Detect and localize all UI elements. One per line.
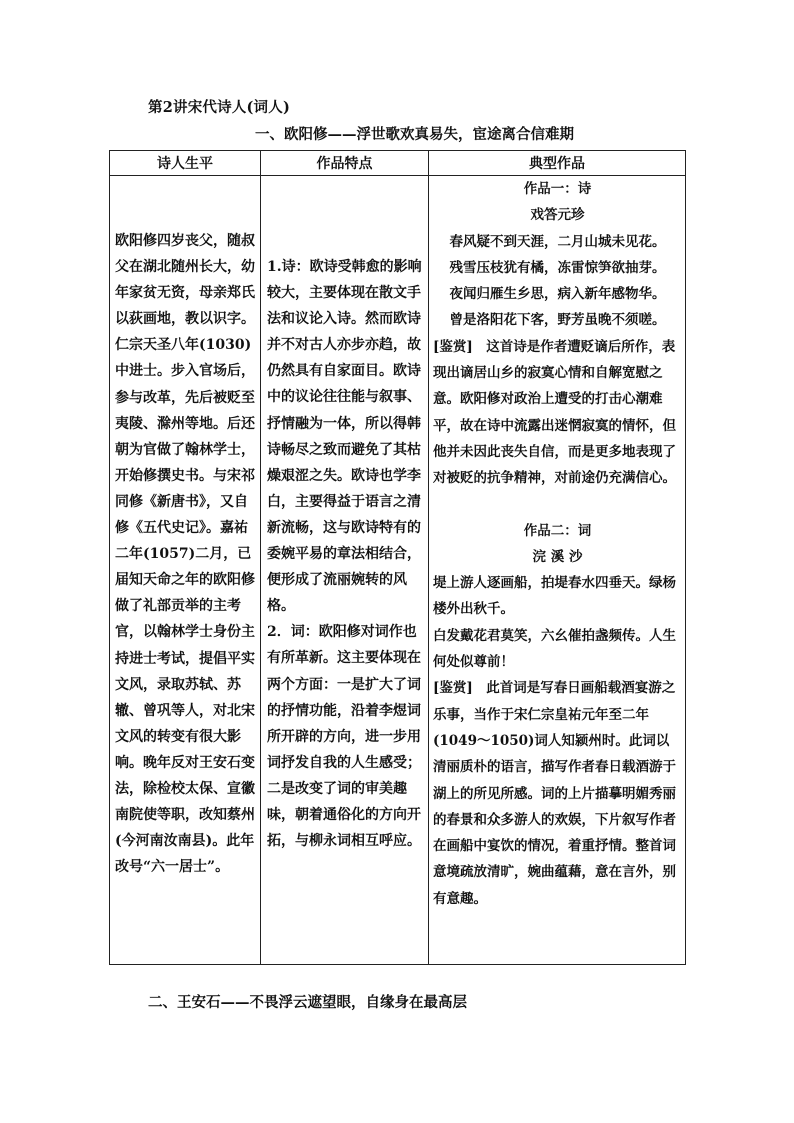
features-poem: 1.诗：欧诗受韩愈的影响较大，主要体现在散文手法和议论入诗。然而欧诗并不对古人亦步亦趋，故仍然具有自家面目。欧诗中的议论往往能与叙事、抒情融为一体，所以得韩诗畅尽之致而避免了其枯燥艰涩之失。欧诗也学李白，主要得益于语言之清新流畅，这与欧诗特有的委婉平易的章法相结合，便形成了流丽婉转的风格。 bbox=[267, 259, 422, 615]
header-life: 诗人生平 bbox=[110, 151, 261, 176]
work1-appreciation: [鉴赏] 这首诗是作者遭贬谪后所作，表现出谪居山乡的寂寞心情和自解宽慰之意。欧阳修对政治上遭受的打击心潮难平，故在诗中流露出迷惘寂寞的情怀，但他并未因此丧失自信，而是更多地表现了对被贬的抗争精神，对前途仍充满信心。 bbox=[433, 338, 676, 487]
section-title-wang-anshi: 二、王安石——不畏浮云遮望眼，自缘身在最高层 bbox=[148, 994, 467, 1011]
header-features: 作品特点 bbox=[261, 151, 429, 176]
poet-table bbox=[109, 150, 686, 965]
work1-label: 作品一：诗 bbox=[523, 181, 592, 197]
features-ci-2: 二是改变了词的审美趣味，朝着通俗化的方向开拓，与柳永词相互呼应。 bbox=[267, 780, 421, 850]
table-row bbox=[110, 176, 686, 965]
lecture-title: 第2讲宋代诗人(词人) bbox=[148, 99, 291, 116]
life-cell bbox=[110, 176, 261, 965]
works-text bbox=[433, 176, 682, 912]
work2-line: 堤上游人逐画船，拍堤春水四垂天。绿杨楼外出秋千。 bbox=[433, 575, 676, 618]
features-cell bbox=[261, 176, 429, 965]
section-title-ouyang-xiu: 一、欧阳修——浮世歌欢真易失，宦途离合信难期 bbox=[255, 126, 574, 143]
work1-line: 春风疑不到天涯，二月山城未见花。 bbox=[449, 233, 666, 250]
work1-line: 残雪压枝犹有橘，冻雷惊笋欲抽芽。 bbox=[449, 259, 666, 276]
features-text bbox=[267, 254, 424, 854]
work2-line: 白发戴花君莫笑，六幺催拍盏频传。人生何处似尊前！ bbox=[433, 627, 676, 671]
header-works: 典型作品 bbox=[429, 151, 686, 176]
spacer bbox=[433, 492, 682, 518]
table-header-row bbox=[110, 151, 686, 176]
poet-life-text: 欧阳修四岁丧父，随叔父在湖北随州长大，幼年家贫无资，母亲郑氏以荻画地，教以识字。仁宗天圣八年(1030)中进士。步入官场后，参与改革，先后被贬至夷陵、滁州等地。后还朝为官做了翰林学士，开始修撰史书。与宋祁同修《新唐书》，又自修《五代史记》。嘉祐二年(1057)二月，已届知天命之年的欧阳修做了礼部贡举的主考官，以翰林学士身份主持进士考试，提倡平实文风，录取苏轼、苏辙、曾巩等人，对北宋文风的转变有很大影响。晚年反对王安石变法，除检校太保、宣徽南院使等职，改知蔡州(今河南汝南县)。此年改号“六一居士”。 bbox=[115, 233, 255, 876]
work2-appreciation: [鉴赏] 此首词是写春日画船载酒宴游之乐事，当作于宋仁宗皇祐元年至二年(1049～1050)词人知颍州时。此词以清丽质朴的语言，描写作者春日载酒游于湖上的所见所感。词的上片描摹明媚秀丽的春景和众多游人的欢娱，下片叙写作者在画船中宴饮的情况，着重抒情。整首词意境疏放清旷，婉曲蕴藉，意在言外，别有意趣。 bbox=[433, 680, 676, 907]
features-ci-1: 2．词：欧阳修对词作也有所革新。这主要体现在两个方面：一是扩大了词的抒情功能，沿着李煜词所开辟的方向，进一步用词抒发自我的人生感受； bbox=[267, 624, 421, 771]
work2-label: 作品二：词 bbox=[523, 522, 592, 539]
work1-title: 戏答元珍 bbox=[530, 207, 585, 224]
works-cell bbox=[429, 176, 686, 965]
work1-line: 夜闻归雁生乡思，病入新年感物华。 bbox=[449, 286, 666, 303]
work1-line: 曾是洛阳花下客，野芳虽晚不须嗟。 bbox=[449, 312, 666, 329]
work2-title: 浣 溪 沙 bbox=[532, 548, 583, 565]
